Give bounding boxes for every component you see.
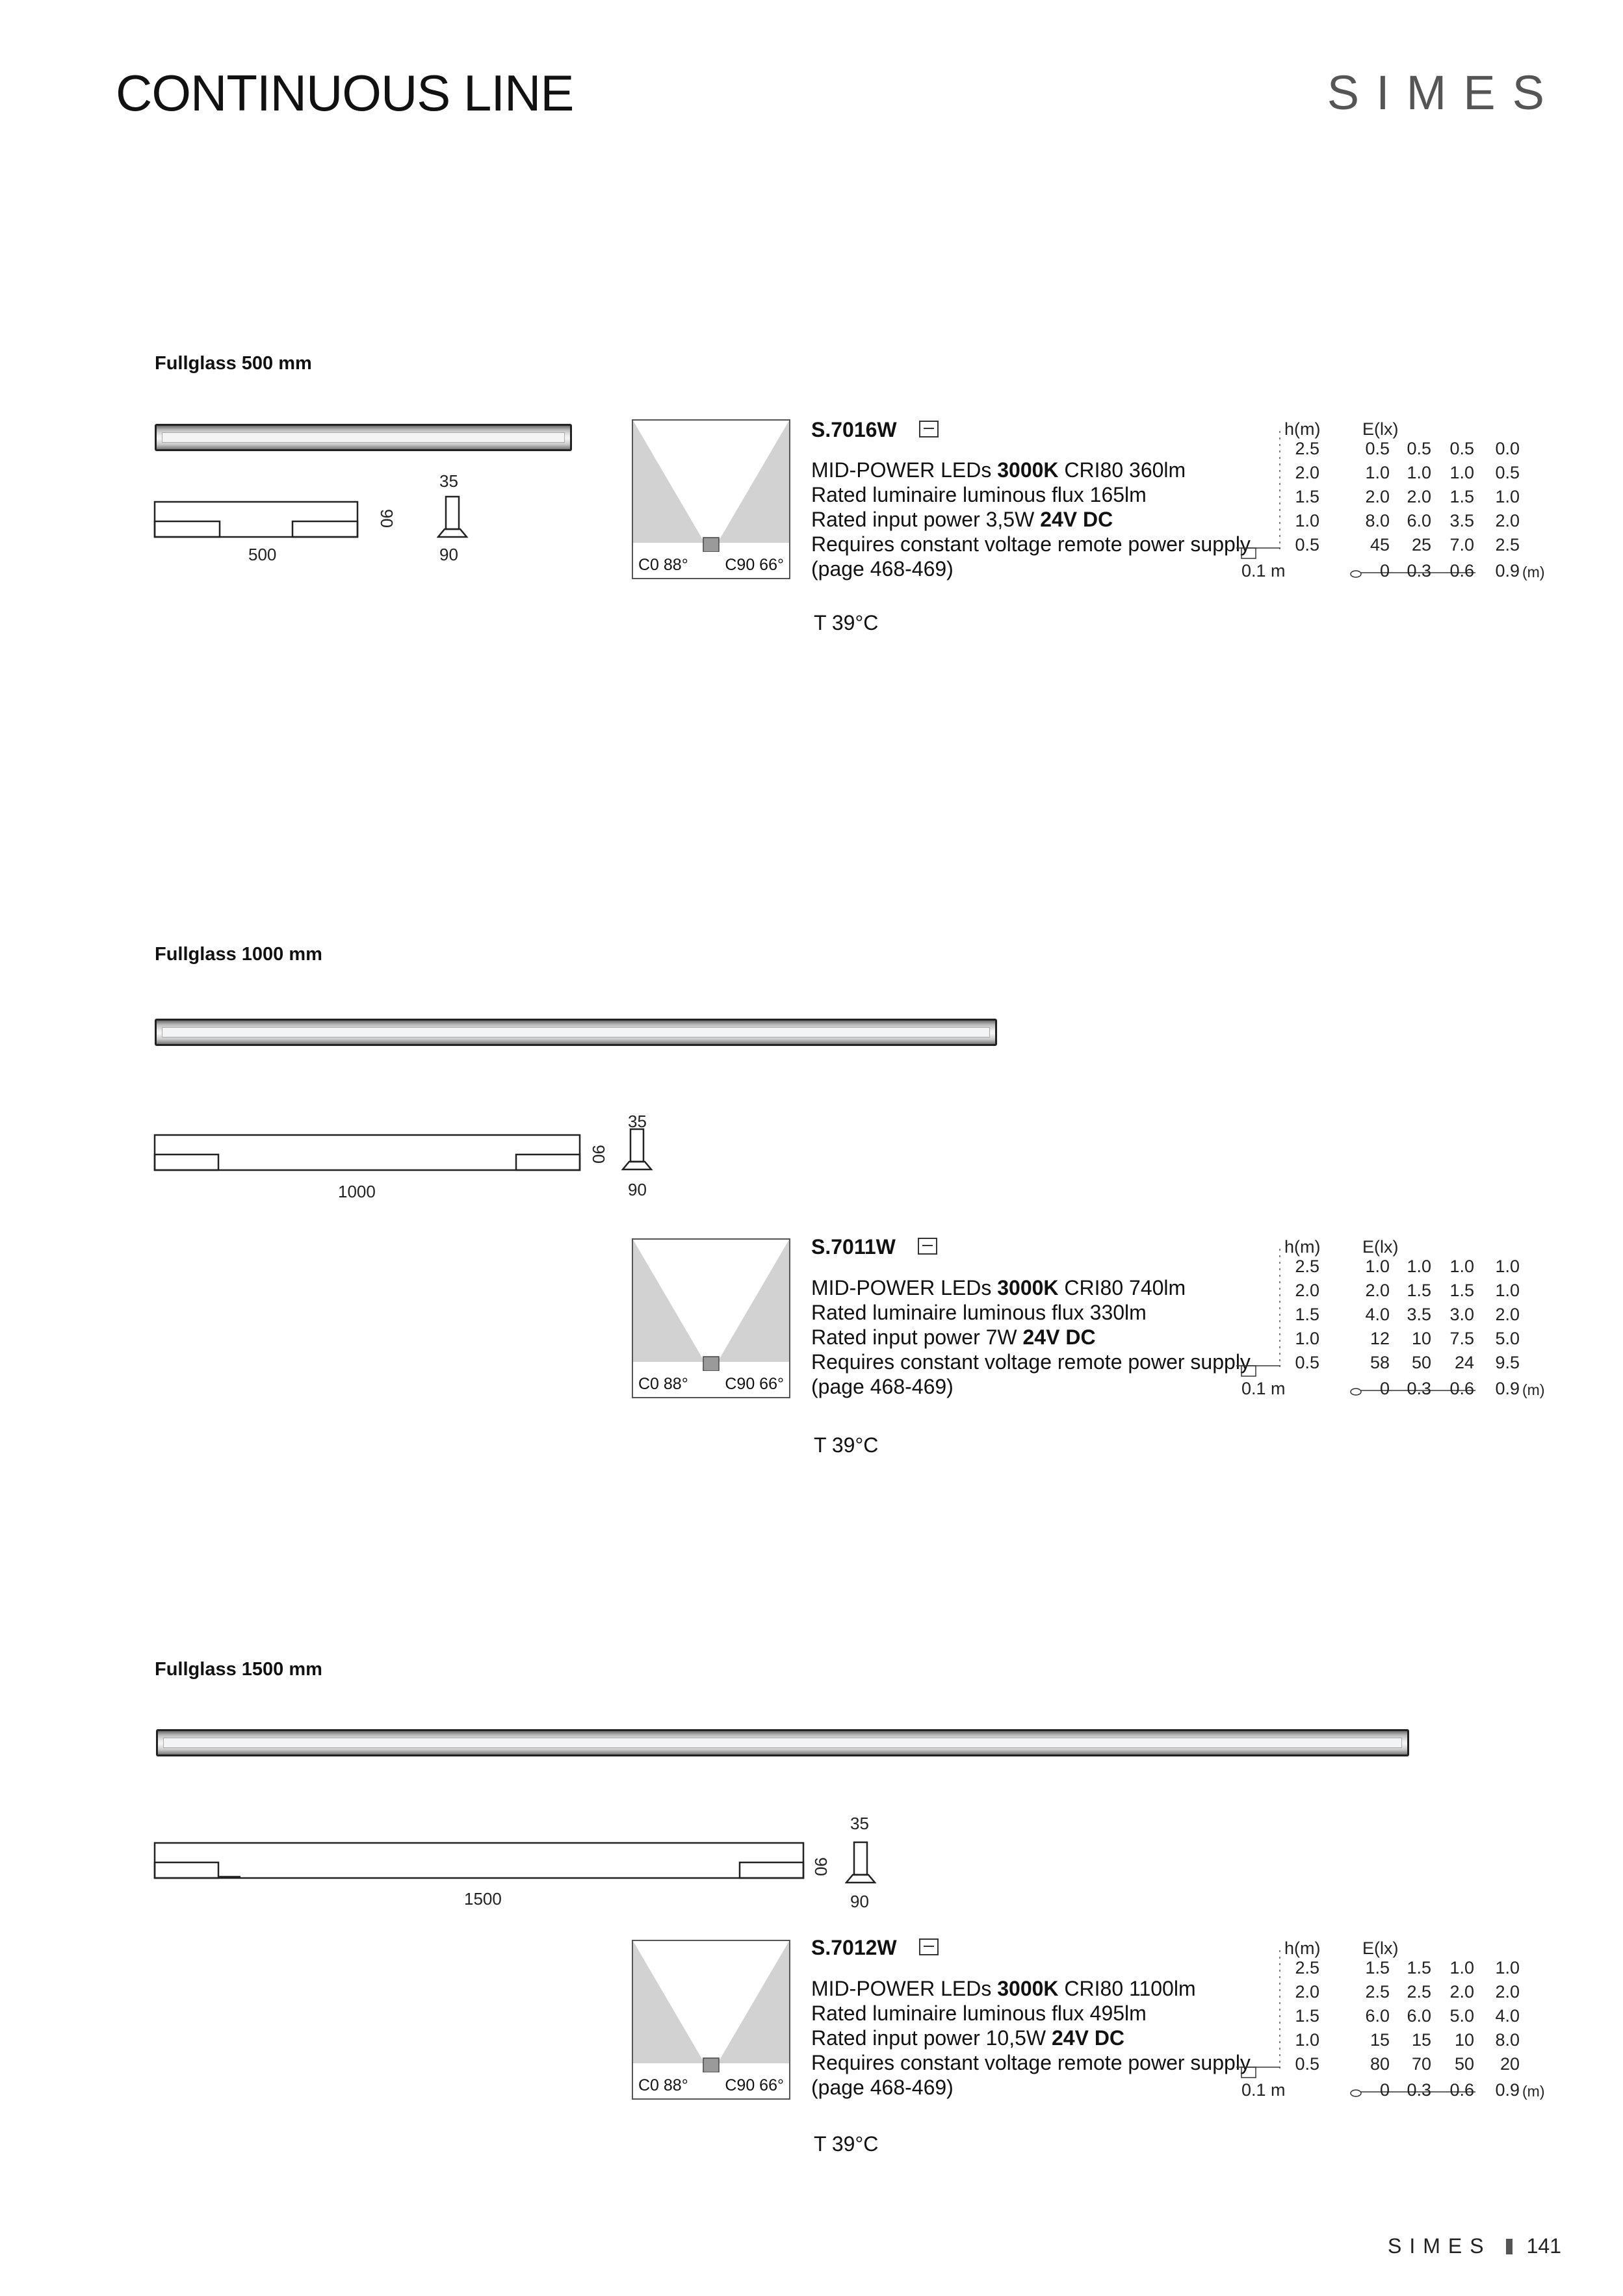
footer-brand: SIMES (1388, 2234, 1492, 2258)
product-code: S.7011W (811, 1235, 896, 1259)
product-header (811, 1936, 939, 1960)
fixture-photo (155, 424, 572, 451)
profile-width-top: 35 (850, 1814, 869, 1833)
product-header (811, 1235, 937, 1259)
product-code: S.7012W (811, 1936, 897, 1959)
page-footer (1388, 2234, 1561, 2258)
profile-width-top: 35 (628, 1112, 647, 1131)
side-drawing (153, 501, 361, 540)
beam-c0-label: C0 88° (638, 2076, 688, 2094)
beam-diagram (632, 1940, 790, 2100)
fixture-type-icon (919, 421, 939, 437)
temperature: T 39°C (814, 611, 879, 634)
profile-width-bottom: 90 (439, 545, 458, 564)
spec-block: MID-POWER LEDs 3000K CRI80 1100lm Rated luminaire luminous flux 495lm Rated input power 10,5W 24V DC Requires constant voltage remote power supply (page 468-469) (811, 1977, 1251, 2099)
fixture-photo (155, 1019, 997, 1046)
length-label: 500 (248, 545, 277, 564)
profile-width-bottom: 90 (628, 1180, 647, 1199)
height-label: 90 (588, 1145, 608, 1164)
illuminance-table: h(m) E(lx) 2.5 2.0 1.5 1.0 0.5 0.5 0.5 0.5 0.0 1.0 1.0 1.0 0.5 2.0 2.0 1.5 1.0 8.0 6.0 3.5 2.0 45 25 7.0 2.5 0.1 m 0 0.3 0.6 0.9 (m) (1241, 419, 1545, 581)
side-drawing (153, 1842, 807, 1881)
beam-c0-label: C0 88° (638, 556, 688, 574)
page-title: CONTINUOUS LINE (116, 64, 574, 122)
product-code: S.7016W (811, 418, 897, 441)
spec-block: MID-POWER LEDs 3000K CRI80 740lm Rated luminaire luminous flux 330lm Rated input power 7W 24V DC Requires constant voltage remote power supply (page 468-469) (811, 1276, 1251, 1398)
profile-drawing (437, 495, 469, 540)
side-drawing (153, 1134, 584, 1173)
beam-c90-label: C90 66° (725, 556, 784, 574)
temperature: T 39°C (814, 1433, 879, 1457)
profile-drawing (621, 1128, 654, 1172)
height-label: 90 (376, 509, 396, 528)
page-number: 141 (1526, 2234, 1561, 2258)
height-label: 90 (811, 1857, 831, 1876)
fixture-photo (156, 1729, 1409, 1756)
section-title: Fullglass 1000 mm (155, 944, 322, 965)
illuminance-table: h(m) E(lx) 2.5 2.0 1.5 1.0 0.5 1.0 1.0 1.0 1.0 2.0 1.5 1.5 1.0 4.0 3.5 3.0 2.0 12 10 7.5 5.0 58 50 24 9.5 0.1 m 0 0.3 0.6 0.9 (m) (1241, 1237, 1545, 1398)
product-header (811, 418, 939, 442)
beam-diagram (632, 1238, 790, 1398)
illuminance-table: h(m) E(lx) 2.5 2.0 1.5 1.0 0.5 1.5 1.5 1.0 1.0 2.5 2.5 2.0 2.0 6.0 6.0 5.0 4.0 15 15 10 8.0 80 70 50 20 0.1 m 0 0.3 0.6 0.9 (m) (1241, 1938, 1545, 2100)
beam-c90-label: C90 66° (725, 2076, 784, 2094)
footer-divider (1506, 2239, 1513, 2254)
length-label: 1500 (464, 1889, 502, 1909)
beam-c0-label: C0 88° (638, 1375, 688, 1393)
brand-logo: SIMES (1327, 66, 1561, 120)
temperature: T 39°C (814, 2132, 879, 2156)
profile-width-bottom: 90 (850, 1892, 869, 1911)
section-title: Fullglass 1500 mm (155, 1659, 322, 1680)
beam-diagram (632, 419, 790, 579)
fixture-type-icon (918, 1238, 937, 1255)
profile-width-top: 35 (439, 471, 458, 491)
length-label: 1000 (338, 1182, 376, 1201)
section-title: Fullglass 500 mm (155, 353, 312, 374)
profile-drawing (845, 1841, 877, 1885)
beam-c90-label: C90 66° (725, 1375, 784, 1393)
spec-block: MID-POWER LEDs 3000K CRI80 360lm Rated luminaire luminous flux 165lm Rated input power 3,5W 24V DC Requires constant voltage remote power supply (page 468-469) (811, 458, 1251, 581)
fixture-type-icon (919, 1938, 939, 1955)
